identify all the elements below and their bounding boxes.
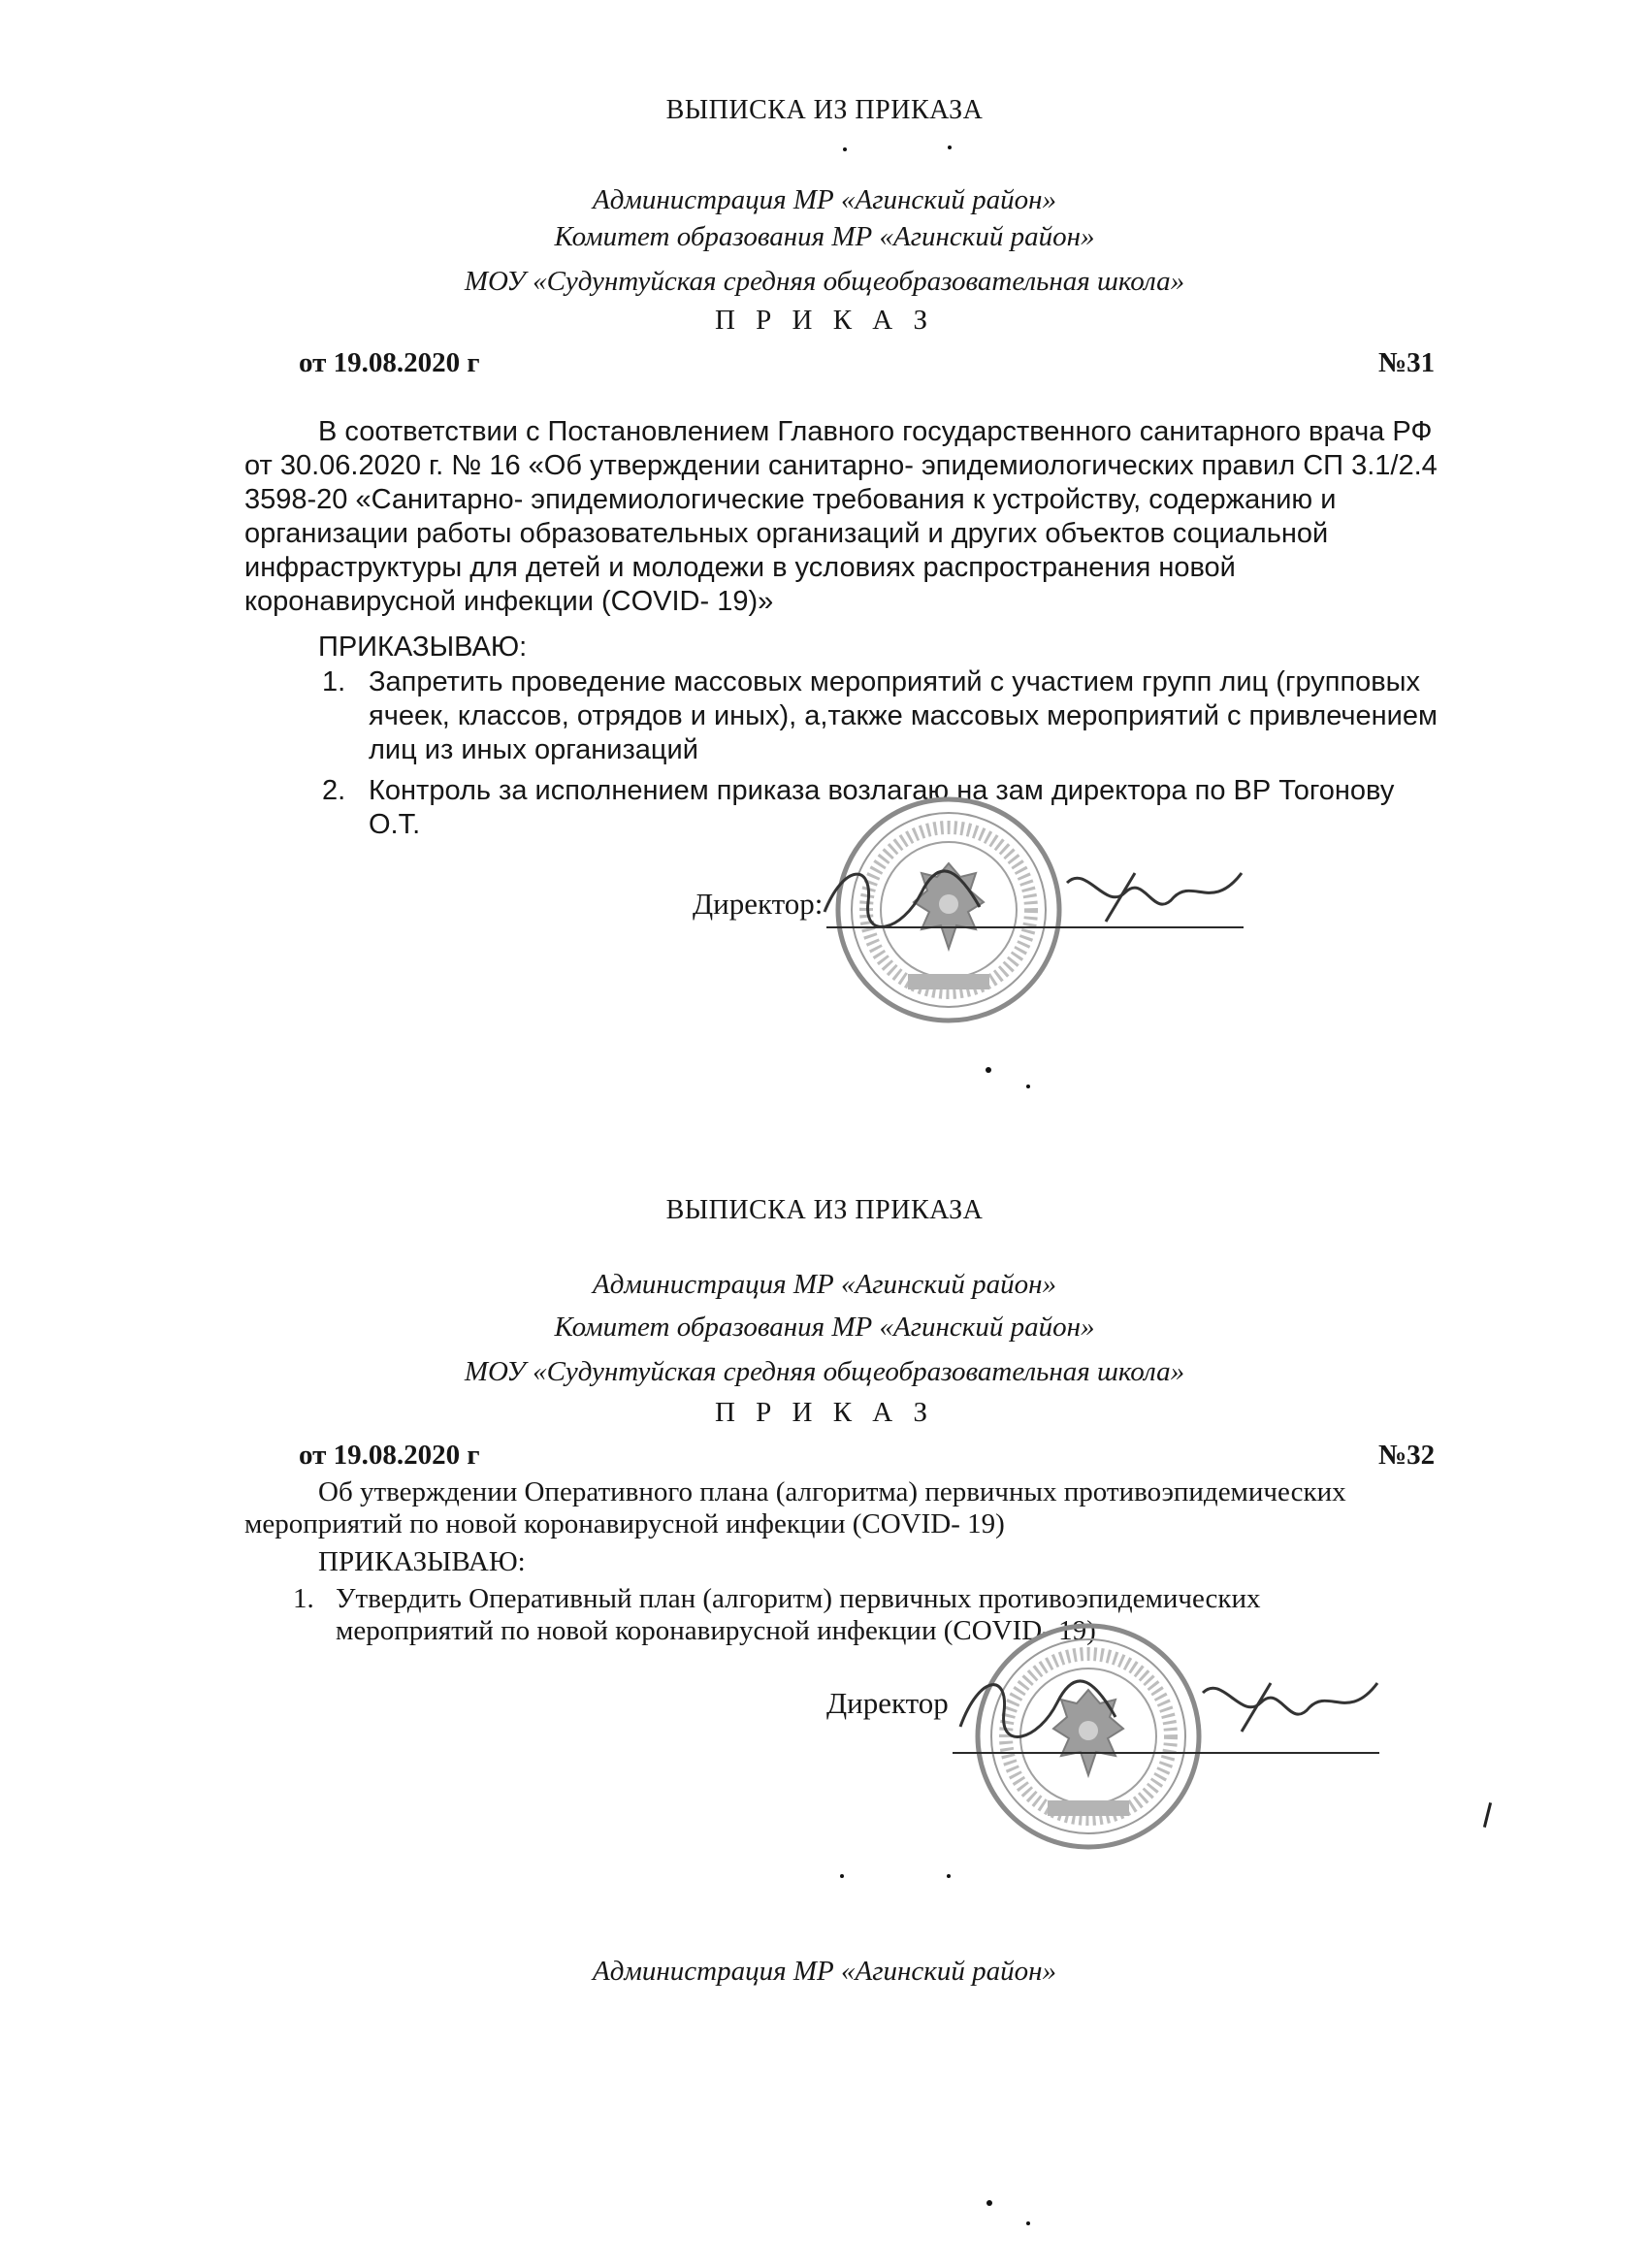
order-item-line: Запретить проведение массовых мероприятий с участием групп лиц (групповых bbox=[369, 666, 1421, 697]
extract1-heading: ВЫПИСКА ИЗ ПРИКАЗА bbox=[665, 95, 984, 125]
scan-mark bbox=[1483, 1802, 1492, 1828]
extract1-date: от 19.08.2020 г bbox=[299, 347, 480, 378]
scan-speck bbox=[843, 147, 847, 151]
scan-speck bbox=[947, 1874, 951, 1878]
order-item-line: лиц из иных организаций bbox=[369, 734, 698, 765]
preamble-line: В соответствии с Постановлением Главного государственного санитарного врача РФ bbox=[318, 416, 1433, 447]
scan-speck bbox=[1026, 2221, 1030, 2225]
preamble-line: от 30.06.2020 г. № 16 «Об утверждении санитарно- эпидемиологических правил СП 3.1/2.4 bbox=[244, 450, 1438, 481]
scan-speck bbox=[1026, 1085, 1030, 1088]
extract1-admin-line: Администрация МР «Агинский район» bbox=[593, 184, 1056, 215]
extract1-order-label: ПРИКАЗЫВАЮ: bbox=[318, 632, 528, 663]
extract2-number: №32 bbox=[1378, 1440, 1436, 1471]
extract2-admin-line: Администрация МР «Агинский район» bbox=[593, 1269, 1056, 1300]
extract2-committee-line: Комитет образования МР «Агинский район» bbox=[554, 1312, 1095, 1343]
director-signature bbox=[815, 854, 1271, 941]
preamble-line: организации работы образовательных организаций и других объектов социальной bbox=[244, 518, 1329, 549]
extract2-school-line: МОУ «Судунтуйская средняя общеобразовательная школа» bbox=[464, 1356, 1185, 1387]
order-item-line: ячеек, классов, отрядов и иных), а,также массовых мероприятий с привлечением bbox=[369, 700, 1438, 731]
preamble-line: инфраструктуры для детей и молодежи в условиях распространения новой bbox=[244, 552, 1236, 583]
scan-speck bbox=[986, 2200, 992, 2206]
extract1-preamble bbox=[244, 415, 1438, 619]
extract2-order-label: ПРИКАЗЫВАЮ: bbox=[318, 1546, 526, 1577]
extract1-committee-line: Комитет образования МР «Агинский район» bbox=[554, 221, 1095, 252]
order-item-line: мероприятий по новой коронавирусной инфекции (COVID- 19) bbox=[336, 1615, 1096, 1646]
order-item-number: 1. bbox=[293, 1583, 314, 1614]
extract2-preamble bbox=[244, 1476, 1346, 1540]
preamble-line: коронавирусной инфекции (COVID- 19)» bbox=[244, 586, 774, 617]
order-item bbox=[322, 665, 1438, 767]
order-item-line: О.Т. bbox=[369, 809, 421, 840]
extract2-order-title: П Р И К А З bbox=[714, 1397, 935, 1428]
director-signature bbox=[951, 1659, 1406, 1756]
order-item-number: 1. bbox=[322, 666, 346, 697]
preamble-line: Об утверждении Оперативного плана (алгоритма) первичных противоэпидемических bbox=[318, 1476, 1346, 1507]
order-item-line: Утвердить Оперативный план (алгоритм) первичных противоэпидемических bbox=[336, 1583, 1261, 1614]
preamble-line: 3598-20 «Санитарно- эпидемиологические требования к устройству, содержанию и bbox=[244, 484, 1337, 515]
order-item-line: Контроль за исполнением приказа возлагаю на зам директора по ВР Тогонову bbox=[369, 775, 1395, 806]
order-item-number: 2. bbox=[322, 775, 346, 806]
extract1-order-title: П Р И К А З bbox=[714, 305, 935, 336]
extract3-admin-line: Администрация МР «Агинский район» bbox=[593, 1956, 1056, 1987]
scan-speck bbox=[840, 1874, 844, 1878]
extract1-number: №31 bbox=[1378, 347, 1436, 378]
extract2-heading: ВЫПИСКА ИЗ ПРИКАЗА bbox=[665, 1195, 984, 1225]
extract1-signature-label: Директор: bbox=[693, 887, 824, 921]
scan-speck bbox=[986, 1067, 991, 1073]
extract1-school-line: МОУ «Судунтуйская средняя общеобразовательная школа» bbox=[464, 266, 1185, 297]
extract2-signature-label: Директор bbox=[826, 1686, 949, 1720]
preamble-line: мероприятий по новой коронавирусной инфекции (COVID- 19) bbox=[244, 1508, 1005, 1539]
scan-speck bbox=[948, 146, 952, 149]
extract2-date: от 19.08.2020 г bbox=[299, 1440, 480, 1471]
